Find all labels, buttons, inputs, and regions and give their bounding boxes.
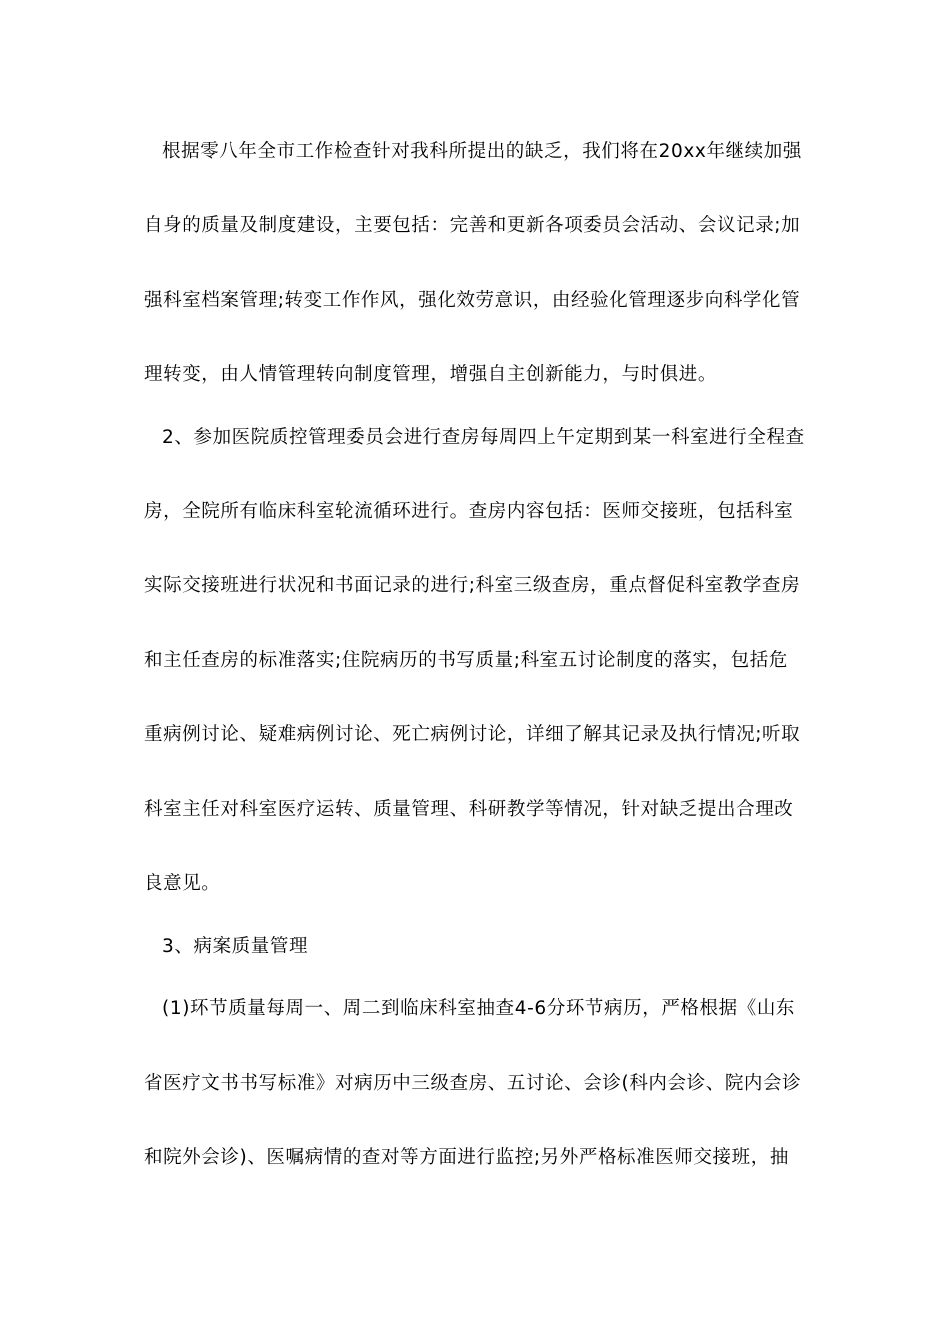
paragraph-2-line-1: 2、参加医院质控管理委员会进行查房每周四上午定期到某一科室进行全程查 [162,427,805,448]
paragraph-4-line-2: 省医疗文书书写标准》对病历中三级查房、五讨论、会诊(科内会诊、院内会诊 [144,1073,802,1094]
paragraph-2-line-2: 房，全院所有临床科室轮流循环进行。查房内容包括：医师交接班，包括科室 [144,501,794,522]
section-heading-3: 3、病案质量管理 [162,936,309,957]
paragraph-2-line-7: 良意见。 [144,873,221,894]
paragraph-1-line-4: 理转变，由人情管理转向制度管理，增强自主创新能力，与时俱进。 [144,364,718,385]
paragraph-4-line-3: 和院外会诊)、医嘱病情的查对等方面进行监控;另外严格标准医师交接班，抽 [144,1147,789,1168]
paragraph-2-line-3: 实际交接班进行状况和书面记录的进行;科室三级查房，重点督促科室教学查房 [144,575,801,596]
paragraph-1-line-2: 自身的质量及制度建设，主要包括：完善和更新各项委员会活动、会议记录;加 [144,215,801,236]
paragraph-2-line-5: 重病例讨论、疑难病例讨论、死亡病例讨论，详细了解其记录及执行情况;听取 [144,724,801,745]
paragraph-4-line-1: (1)环节质量每周一、周二到临床科室抽查4-6分环节病历，严格根据《山东 [162,998,796,1019]
paragraph-1-line-1: 根据零八年全市工作检查针对我科所提出的缺乏，我们将在20xx年继续加强 [162,141,802,162]
paragraph-1-line-3: 强科室档案管理;转变工作作风，强化效劳意识，由经验化管理逐步向科学化管 [144,290,801,311]
paragraph-2-line-6: 科室主任对科室医疗运转、质量管理、科研教学等情况，针对缺乏提出合理改 [144,799,794,820]
paragraph-2-line-4: 和主任查房的标准落实;住院病历的书写质量;科室五讨论制度的落实，包括危 [144,650,788,671]
